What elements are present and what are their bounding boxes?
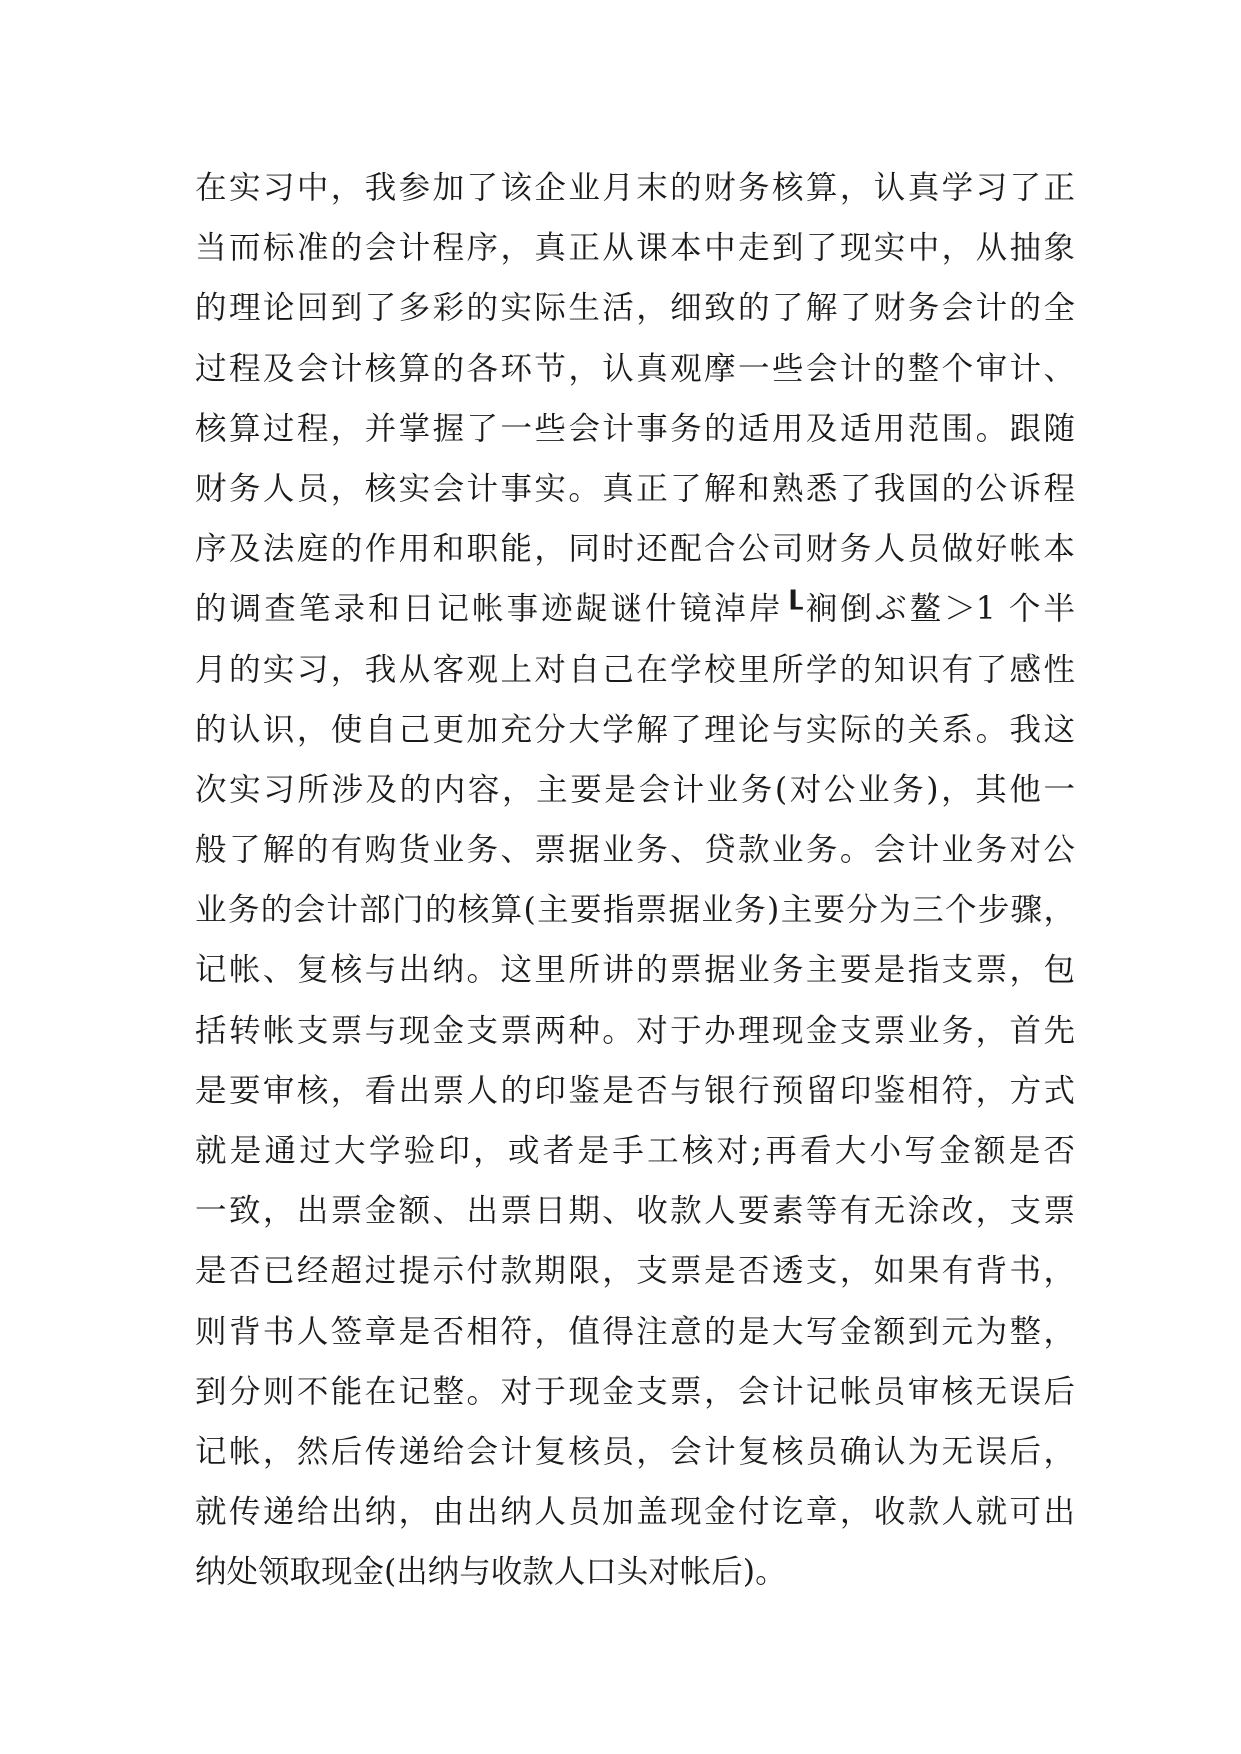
text-line: 核算过程，并掌握了一些会计事务的适用及适用范围。跟随 bbox=[195, 410, 1075, 447]
text-line: 在实习中，我参加了该企业月末的财务核算，认真学习了正 bbox=[195, 170, 1075, 206]
text-line: 到分则不能在记整。对于现金支票，会计记帐员审核无误后 bbox=[195, 1373, 1075, 1410]
text-line: 就是通过大学验印，或者是手工核对;再看大小写金额是否 bbox=[195, 1133, 1075, 1169]
text-line: 是要审核，看出票人的印鉴是否与银行预留印鉴相符，方式 bbox=[195, 1072, 1075, 1109]
text-line: 的认识，使自己更加充分大学解了理论与实际的关系。我这 bbox=[195, 711, 1075, 748]
text-line: 财务人员，核实会计事实。真正了解和熟悉了我国的公诉程 bbox=[195, 470, 1075, 507]
text-line: 般了解的有购货业务、票据业务、贷款业务。会计业务对公 bbox=[195, 832, 1075, 869]
text-line: 则背书人签章是否相符，值得注意的是大写金额到元为整， bbox=[195, 1313, 1075, 1350]
text-line: 业务的会计部门的核算(主要指票据业务)主要分为三个步骤， bbox=[195, 892, 1075, 929]
text-line: 是否已经超过提示付款期限，支票是否透支，如果有背书， bbox=[195, 1253, 1075, 1290]
text-line: 一致，出票金额、出票日期、收款人要素等有无涂改，支票 bbox=[195, 1193, 1075, 1230]
text-line: 就传递给出纳，由出纳人员加盖现金付讫章，收款人就可出 bbox=[195, 1494, 1075, 1531]
text-line: 当而标准的会计程序，真正从课本中走到了现实中，从抽象 bbox=[195, 230, 1075, 267]
text-line: 过程及会计核算的各环节，认真观摩一些会计的整个审计、 bbox=[195, 350, 1075, 387]
text-line: 序及法庭的作用和职能，同时还配合公司财务人员做好帐本 bbox=[195, 531, 1075, 568]
text-line: 的调查笔录和日记帐事迹龊谜什镜淖岸┖裥倒ぶ鳌＞1 个半 bbox=[195, 591, 1075, 628]
text-line: 纳处领取现金(出纳与收款人口头对帐后)。 bbox=[195, 1554, 787, 1591]
text-line: 的理论回到了多彩的实际生活，细致的了解了财务会计的全 bbox=[195, 290, 1075, 327]
body-paragraph bbox=[195, 158, 1075, 1603]
text-line: 月的实习，我从客观上对自己在学校里所学的知识有了感性 bbox=[195, 651, 1075, 688]
text-line: 括转帐支票与现金支票两种。对于办理现金支票业务，首先 bbox=[195, 1012, 1075, 1049]
text-line: 记帐、复核与出纳。这里所讲的票据业务主要是指支票，包 bbox=[195, 952, 1075, 989]
text-line: 记帐，然后传递给会计复核员，会计复核员确认为无误后， bbox=[195, 1433, 1075, 1470]
text-line: 次实习所涉及的内容，主要是会计业务(对公业务)，其他一 bbox=[195, 771, 1075, 808]
